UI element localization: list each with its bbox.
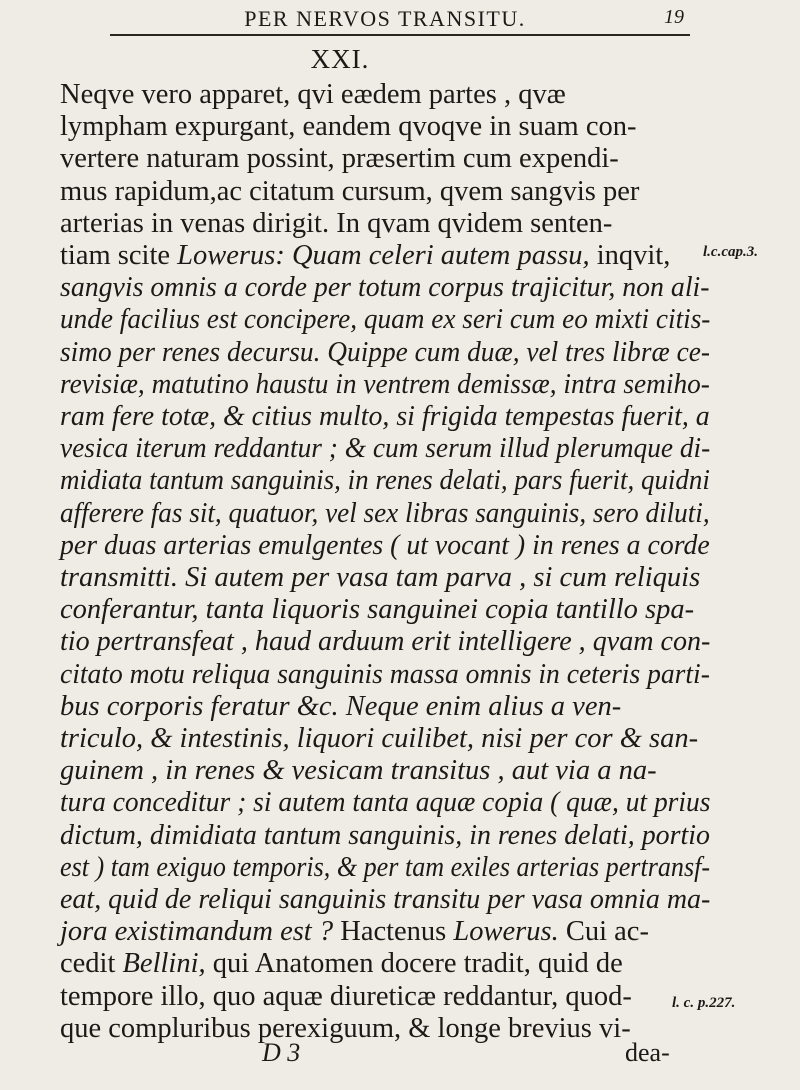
- text-line: [60, 175, 639, 208]
- text-line: [60, 754, 657, 787]
- text-run: eat, quid de reliqui sanguinis transitu per vasa omnia ma-: [60, 884, 711, 915]
- text-run: tura conceditur ; si autem tanta aquæ copia ( quæ, ut prius: [60, 787, 711, 819]
- text-run: que compluribus perexiguum, & longe brevius vi-: [60, 1012, 631, 1044]
- text-line: [60, 593, 694, 626]
- text-line: [60, 336, 710, 369]
- text-run: dictum, dimidiata tantum sanguinis, in renes delati, portio: [60, 819, 710, 851]
- text-line: [60, 561, 700, 594]
- text-run: jora existimandum est ?: [60, 916, 341, 948]
- text-run: cedit: [60, 948, 123, 980]
- text-line: [60, 658, 710, 691]
- text-run: inqvit,: [589, 240, 671, 271]
- text-run: triculo, & intestinis, liquori cuilibet, nisi per cor & san-: [60, 723, 699, 754]
- catchword: dea-: [625, 1038, 670, 1067]
- text-line: [60, 271, 710, 304]
- text-run: Hactenus: [340, 916, 454, 948]
- text-line: [60, 110, 636, 143]
- text-line: [60, 497, 710, 530]
- page-number: 19: [664, 6, 684, 28]
- text-run: qui Anatomen docere tradit, quid de: [205, 948, 623, 980]
- text-run: Cui ac-: [558, 916, 649, 948]
- text-run: afferere fas sit, quatuor, vel sex libras sanguinis, sero diluti,: [60, 497, 710, 529]
- text-line: [60, 207, 612, 240]
- text-run: midiata tantum sanguinis, in renes delati, pars fuerit, quidni: [60, 465, 710, 497]
- text-run: simo per renes decursu. Quippe cum duæ, vel tres libræ ce-: [60, 336, 711, 368]
- text-line: [60, 400, 710, 433]
- text-run: Lowerus: Quam celeri autem passu,: [177, 240, 590, 271]
- text-line: [60, 819, 710, 852]
- text-run: vertere naturam possint, præsertim cum expendi-: [60, 143, 619, 175]
- text-run: transmitti. Si autem per vasa tam parva , si cum reliquis: [60, 562, 701, 593]
- running-header: [110, 6, 690, 32]
- text-run: citato motu reliqua sanguinis massa omnis in ceteris parti-: [60, 658, 710, 690]
- text-line: [60, 625, 710, 658]
- text-run: Neqve vero apparet, qvi eædem partes , qvæ: [60, 79, 566, 110]
- text-line: [60, 883, 710, 916]
- header-rule: [110, 34, 690, 36]
- text-run: sangvis omnis a corde per totum corpus trajicitur, non ali-: [60, 272, 710, 304]
- text-run: ram fere totæ, & citius multo, si frigida tempestas fuerit, a: [60, 401, 710, 432]
- section-number: XXI.: [310, 44, 370, 74]
- text-line: [60, 722, 698, 755]
- text-line: [60, 947, 623, 980]
- text-run: Lowerus.: [453, 916, 559, 948]
- text-line: [60, 786, 710, 819]
- running-title: PER NERVOS TRANSITU.: [244, 6, 526, 31]
- text-run: tio pertransfeat , haud arduum erit intelligere , qvam con-: [60, 626, 711, 658]
- text-run: Bellini,: [122, 948, 206, 980]
- text-line: [60, 78, 566, 111]
- text-run: tiam scite: [60, 240, 178, 271]
- signature-mark: D 3: [262, 1038, 301, 1067]
- text-run: guinem , in renes & vesicam transitus , aut via a na-: [60, 755, 657, 787]
- text-run: arterias in venas dirigit. In qvam qvidem senten-: [60, 207, 613, 239]
- text-line: [60, 303, 710, 336]
- text-run: conferantur, tanta liquoris sanguinei copia tantillo spa-: [60, 594, 695, 626]
- marginal-note: l.c.cap.3.: [703, 244, 758, 260]
- marginal-note: l. c. p.227.: [672, 995, 736, 1011]
- text-run: lympham expurgant, eandem qvoqve in suam con-: [60, 111, 637, 143]
- text-line: [60, 915, 649, 948]
- page-footer: [0, 1038, 800, 1072]
- text-line: [60, 529, 710, 562]
- text-run: revisiæ, matutino haustu in ventrem demissæ, intra semiho-: [60, 368, 710, 400]
- text-run: bus corporis feratur &c. Neque enim alius a ven-: [60, 690, 622, 722]
- text-line: [60, 142, 619, 175]
- text-line: [60, 368, 710, 401]
- text-run: tempore illo, quo aquæ diureticæ reddantur, quod-: [60, 980, 632, 1012]
- text-run: mus rapidum,ac citatum cursum, qvem sangvis per: [60, 175, 640, 207]
- text-line: [60, 239, 670, 272]
- text-run: unde facilius est concipere, quam ex seri cum eo mixti citis-: [60, 304, 711, 336]
- text-run: vesica iterum reddantur ; & cum serum illud plerumque di-: [60, 433, 711, 465]
- text-line: [60, 980, 632, 1013]
- text-run: per duas arterias emulgentes ( ut vocant ) in renes a corde: [60, 529, 710, 561]
- text-line: [60, 464, 710, 497]
- text-line: [60, 432, 710, 465]
- text-line: [60, 851, 710, 884]
- text-line: [60, 690, 621, 723]
- text-run: est ) tam exiguo temporis, & per tam exiles arterias pertransf-: [60, 851, 711, 883]
